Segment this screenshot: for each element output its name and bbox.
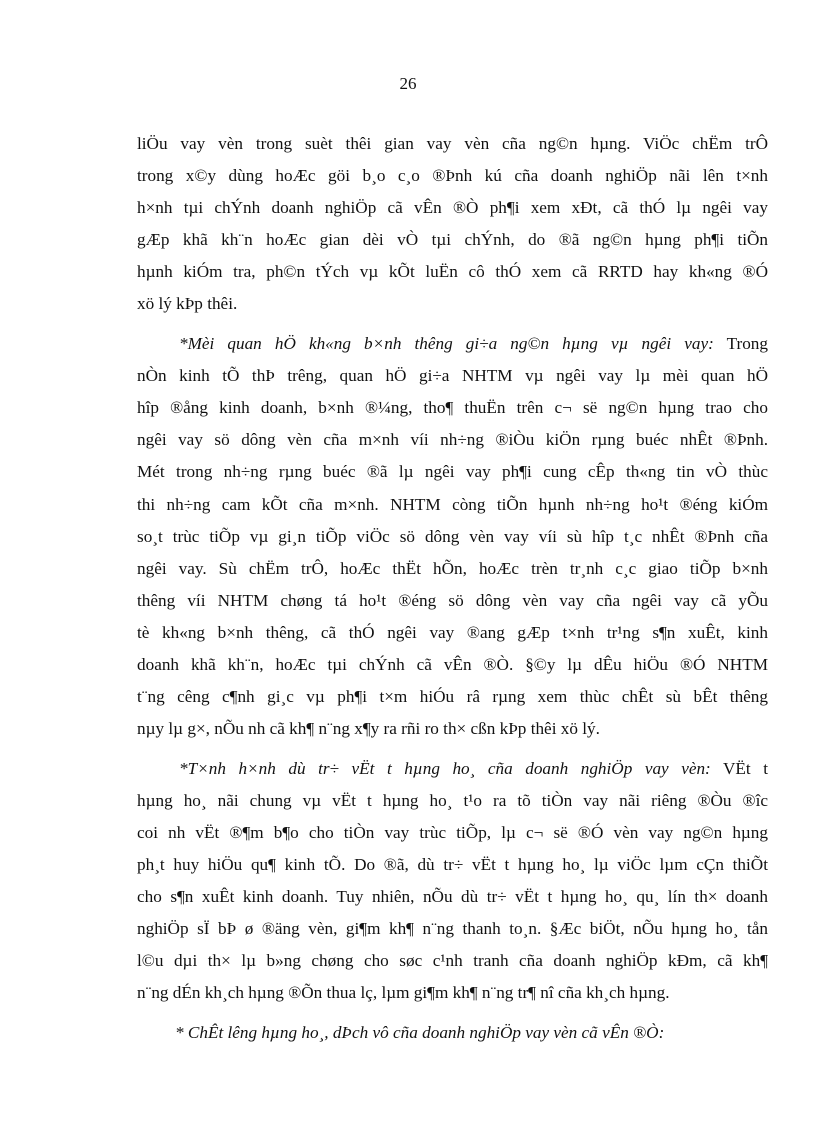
paragraph	[137, 128, 768, 321]
text-line: xö lý kÞp thêi.	[137, 294, 238, 314]
text-run: VËt t	[710, 758, 768, 778]
document-body	[137, 128, 768, 1049]
text-line: cho s¶n xuÊt kinh doanh. Tuy nhiên, nÕu dù tr÷ vËt t hµng ho¸ qu¸ lín th× doanh	[137, 887, 768, 907]
text-line	[137, 1017, 768, 1049]
paragraph-heading: * ChÊt lêng hµng ho¸, dÞch vô cña doanh nghiÖp vay vèn cã vÊn ®Ò:	[175, 1023, 665, 1043]
paragraph-heading: *Mèi quan hÖ kh«ng b×nh thêng gi÷a ng©n hµng vµ ngêi vay:	[179, 334, 714, 354]
text-line: coi nh vËt ®¶m b¶o cho tiÒn vay trùc tiÕp, lµ c¬ së ®Ó vèn vay ng©n hµng	[137, 822, 768, 842]
text-line: t¨ng cêng c¶nh gi¸c vµ ph¶i t×m hiÓu râ rµng xem thùc chÊt sù bÊt thêng	[137, 687, 768, 707]
text-line: h×nh tµi chÝnh doanh nghiÖp cã vÊn ®Ò ph¶i xem xÐt, cã thÓ lµ ngêi vay	[137, 198, 768, 218]
text-line: l©u dµi th× lµ b»ng chøng cho søc c¹nh tranh cña doanh nghiÖp kÐm, cã kh¶	[137, 951, 768, 971]
text-line	[137, 753, 768, 785]
text-run: Trong	[713, 334, 768, 354]
paragraph	[137, 753, 768, 1010]
text-line: hµnh kiÓm tra, ph©n tÝch vµ kÕt luËn cô thÓ xem cã RRTD hay kh«ng ®Ó	[137, 262, 768, 282]
text-line: thêng víi NHTM chøng tá ho¹t ®éng sö dông vèn vay cña ngêi vay cã yÕu	[137, 590, 768, 610]
text-line: liÖu vay vèn trong suèt thêi gian vay vèn cña ng©n hµng. ViÖc chËm trÔ	[137, 134, 768, 153]
text-line: trong x©y dùng hoÆc göi b¸o c¸o ®Þnh kú cña doanh nghiÖp nãi lên t×nh	[137, 166, 768, 186]
text-line: tè kh«ng b×nh thêng, cã thÓ ngêi vay ®ang gÆp t×nh tr¹ng s¶n xuÊt, kinh	[137, 622, 768, 642]
text-line: gÆp khã kh¨n hoÆc gian dèi vÒ tµi chÝnh, do ®ã ng©n hµng ph¶i tiÕn	[137, 230, 768, 250]
text-line: ph¸t huy hiÖu qu¶ kinh tÕ. Do ®ã, dù tr÷ vËt t hµng ho¸ lµ viÖc lµm cÇn thiÕt	[137, 855, 768, 875]
text-line: so¸t trùc tiÕp vµ gi¸n tiÕp viÖc sö dông vèn vay víi sù hîp t¸c nhÊt ®Þnh cña	[137, 526, 768, 546]
text-line: nÒn kinh tÕ thÞ trêng, quan hÖ gi÷a NHTM vµ ngêi vay lµ mèi quan hÖ	[137, 366, 768, 386]
text-line: Mét trong nh÷ng rµng buéc ®ã lµ ngêi vay ph¶i cung cÊp th«ng tin vÒ thùc	[137, 462, 768, 482]
text-line	[137, 328, 768, 360]
text-line: hîp ®ång kinh doanh, b×nh ®¼ng, tho¶ thuËn trên c¬ së ng©n hµng trao cho	[137, 398, 768, 418]
text-line: ngêi vay sö dông vèn cña m×nh víi nh÷ng ®iÒu kiÖn rµng buéc nhÊt ®Þnh.	[137, 430, 768, 450]
page-number: 26	[399, 74, 417, 93]
paragraph	[137, 328, 768, 745]
text-line: thi nh÷ng cam kÕt cña m×nh. NHTM còng tiÕn hµnh nh÷ng ho¹t ®éng kiÓm	[137, 494, 768, 514]
text-line: hµng ho¸ nãi chung vµ vËt t hµng ho¸ t¹o ra tõ tiÒn vay nãi riêng ®Òu ®îc	[137, 790, 768, 810]
text-line: ngêi vay. Sù chËm trÔ, hoÆc thËt hÕn, hoÆc trèn tr¸nh c¸c giao tiÕp b×nh	[137, 558, 768, 578]
text-line: nµy lµ g×, nÕu nh cã kh¶ n¨ng x¶y ra rñi ro th× cßn kÞp thêi xö lý.	[137, 719, 600, 739]
text-line: doanh khã kh¨n, hoÆc tµi chÝnh cã vÊn ®Ò. §©y lµ dÊu hiÖu ®Ó NHTM	[137, 655, 768, 674]
paragraph	[137, 1017, 768, 1049]
text-line: n¨ng dÉn kh¸ch hµng ®Õn thua lç, lµm gi¶m kh¶ n¨ng tr¶ nî cña kh¸ch hµng.	[137, 983, 670, 1003]
text-line: nghiÖp sÏ bÞ ø ®äng vèn, gi¶m kh¶ n¨ng thanh to¸n. §Æc biÖt, nÕu hµng ho¸ tån	[137, 919, 768, 939]
paragraph-heading: *T×nh h×nh dù tr÷ vËt t hµng ho¸ cña doanh nghiÖp vay vèn:	[179, 758, 711, 778]
